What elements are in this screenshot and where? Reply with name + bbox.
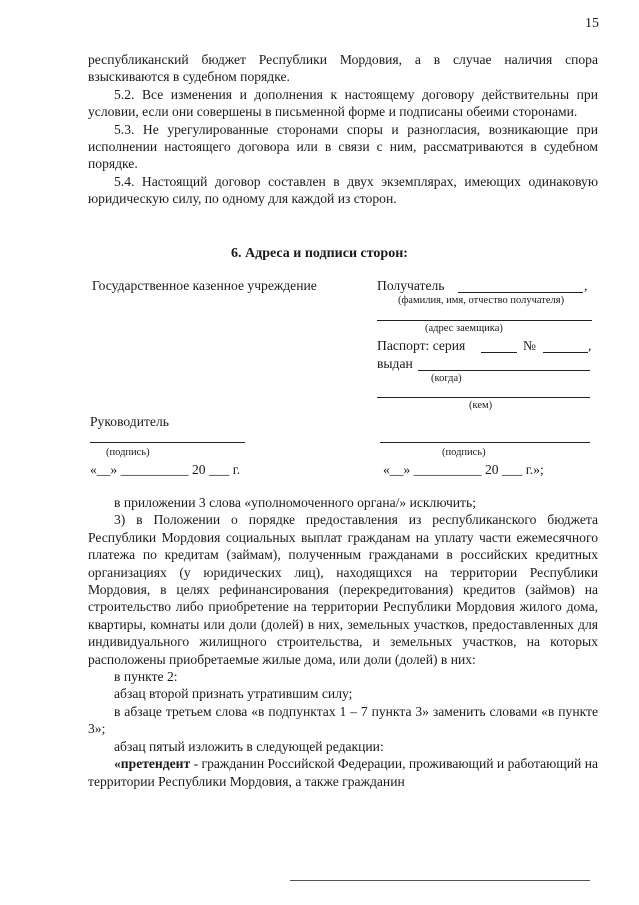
passport-series-line bbox=[481, 352, 517, 353]
passport-comma: , bbox=[588, 338, 592, 353]
right-date-line: «__» __________ 20 ___ г.»; bbox=[383, 462, 544, 477]
address-caption: (адрес заемщика) bbox=[425, 323, 503, 334]
amendments-text bbox=[88, 494, 598, 790]
amendment-paragraph: 3) в Положении о порядке предоставления из республиканского бюджета Республики Мордовия социальных выплат гражданам на уплату части ежемесячного платежа по кредитам (займам), полученным гражданами в российских кредитных организациях (у юридических лиц), находящихся на территории Республики Мордовия, в целях рефинансирования (перекредитования) кредитов (займов) на строительство либо приобретение на территории Республики Мордовия жилого дома, квартиры, комнаты или доли (долей) в них, земельных участков, предоставленных для индивидуального жилищного строительства, и земельных участков, на которых расположены приобретаемые жилые дома, или доли (долей) в них: bbox=[88, 512, 598, 667]
definition-text: - гражданин Российской Федерации, проживающий и работающий на территории Республики Мордовия, а также гражданин bbox=[88, 756, 598, 789]
amendment-paragraph: абзац второй признать утратившим силу; bbox=[114, 686, 353, 702]
left-party-title: Государственное казенное учреждение bbox=[92, 278, 317, 293]
clause-5-4: 5.4. Настоящий договор составлен в двух экземплярах, имеющих одинаковую юридическую силу, по одному для каждой из сторон. bbox=[88, 173, 598, 207]
clause-5-2: 5.2. Все изменения и дополнения к настоящему договору действительны при условии, если они совершены в письменной форме и подписаны обеими сторонами. bbox=[88, 86, 598, 120]
issued-line bbox=[418, 370, 590, 371]
right-signature-caption: (подпись) bbox=[442, 447, 486, 458]
recipient-line bbox=[458, 292, 583, 293]
amendment-paragraph: в приложении 3 слова «уполномоченного органа/» исключить; bbox=[114, 495, 476, 510]
by-whom-caption: (кем) bbox=[469, 400, 493, 411]
passport-label: Паспорт: серия bbox=[377, 338, 466, 353]
amendment-paragraph: абзац пятый изложить в следующей редакции: bbox=[114, 738, 384, 754]
left-signature-line bbox=[90, 442, 245, 443]
passport-number-line bbox=[543, 352, 588, 353]
amendment-paragraph: в пункте 2: bbox=[114, 669, 178, 685]
when-caption: (когда) bbox=[431, 373, 462, 384]
passport-number-label: № bbox=[523, 338, 536, 353]
page-number: 15 bbox=[585, 16, 599, 31]
by-whom-line bbox=[377, 397, 590, 398]
pretendent-definition bbox=[88, 755, 598, 790]
amendment-paragraph: в абзаце третьем слова «в подпунктах 1 – 7 пункта 3» заменить словами «в пункте 3»; bbox=[88, 703, 598, 737]
head-label: Руководитель bbox=[90, 414, 169, 429]
clause-5-3: 5.3. Не урегулированные сторонами споры и разногласия, возникающие при исполнении настоящего договора или в связи с ним, рассматриваются в судебном порядке. bbox=[88, 121, 598, 172]
section-heading: 6. Адреса и подписи сторон: bbox=[231, 246, 408, 261]
bottom-rule bbox=[290, 880, 590, 881]
address-line bbox=[377, 320, 592, 321]
defined-term: «претендент bbox=[114, 756, 191, 772]
clause-5-1-continuation: республиканский бюджет Республики Мордовия, а в случае наличия спора взыскиваются в судебном порядке. bbox=[88, 52, 598, 85]
recipient-label: Получатель bbox=[377, 278, 445, 293]
contract-clauses bbox=[88, 51, 598, 208]
fio-caption: (фамилия, имя, отчество получателя) bbox=[398, 295, 565, 306]
left-signature-caption: (подпись) bbox=[106, 447, 150, 458]
issued-label: выдан bbox=[377, 356, 413, 371]
recipient-comma: , bbox=[584, 278, 588, 293]
right-signature-line bbox=[380, 442, 590, 443]
left-date-line: «__» __________ 20 ___ г. bbox=[90, 462, 241, 477]
